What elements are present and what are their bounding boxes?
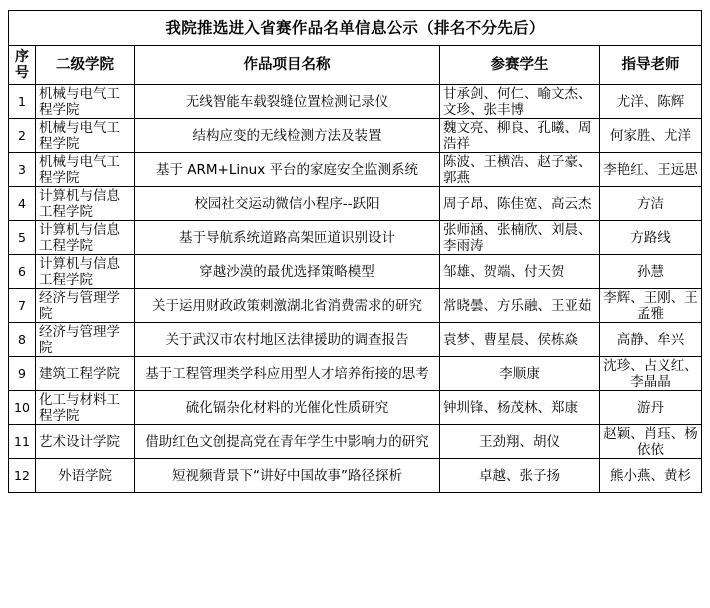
nomination-table — [8, 10, 702, 493]
row-college: 计算机与信息工程学院 — [36, 187, 135, 221]
row-college: 经济与管理学院 — [36, 323, 135, 357]
row-students: 张师涵、张楠欣、刘晨、李雨涛 — [440, 221, 600, 255]
row-project: 基于导航系统道路高架匝道识别设计 — [135, 221, 440, 255]
row-project: 穿越沙漠的最优选择策略模型 — [135, 255, 440, 289]
table-row — [9, 323, 702, 357]
row-college: 外语学院 — [36, 459, 135, 493]
row-project: 短视频背景下“讲好中国故事”路径探析 — [135, 459, 440, 493]
row-advisors: 游丹 — [600, 391, 702, 425]
row-students: 周子昂、陈佳宽、高云杰 — [440, 187, 600, 221]
row-number: 8 — [9, 323, 36, 357]
row-college: 艺术设计学院 — [36, 425, 135, 459]
row-advisors: 沈珍、占义红、李晶晶 — [600, 357, 702, 391]
table-body — [9, 85, 702, 493]
table-row — [9, 357, 702, 391]
disclosure-sheet — [8, 10, 701, 493]
row-advisors: 李辉、王刚、王孟雅 — [600, 289, 702, 323]
header-students: 参赛学生 — [440, 46, 600, 85]
header-project: 作品项目名称 — [135, 46, 440, 85]
row-students: 邹雄、贺端、付天贺 — [440, 255, 600, 289]
header-college: 二级学院 — [36, 46, 135, 85]
row-college: 经济与管理学院 — [36, 289, 135, 323]
row-college: 化工与材料工程学院 — [36, 391, 135, 425]
row-college: 计算机与信息工程学院 — [36, 221, 135, 255]
row-students: 魏文亮、柳良、孔曦、周浩祥 — [440, 119, 600, 153]
table-title: 我院推选进入省赛作品名单信息公示（排名不分先后） — [9, 11, 702, 46]
table-row — [9, 255, 702, 289]
row-advisors: 何家胜、尤洋 — [600, 119, 702, 153]
table-row — [9, 391, 702, 425]
row-project: 硫化镉杂化材料的光催化性质研究 — [135, 391, 440, 425]
row-project: 无线智能车载裂缝位置检测记录仪 — [135, 85, 440, 119]
table-row — [9, 153, 702, 187]
row-advisors: 孙慧 — [600, 255, 702, 289]
row-number: 3 — [9, 153, 36, 187]
table-row — [9, 459, 702, 493]
row-advisors: 高静、牟兴 — [600, 323, 702, 357]
table-row — [9, 221, 702, 255]
table-row — [9, 119, 702, 153]
row-number: 9 — [9, 357, 36, 391]
row-advisors: 方路线 — [600, 221, 702, 255]
row-college: 机械与电气工程学院 — [36, 85, 135, 119]
row-number: 1 — [9, 85, 36, 119]
row-number: 12 — [9, 459, 36, 493]
row-number: 5 — [9, 221, 36, 255]
row-students: 卓越、张子扬 — [440, 459, 600, 493]
row-number: 4 — [9, 187, 36, 221]
row-project: 借助红色文创提高党在青年学生中影响力的研究 — [135, 425, 440, 459]
row-advisors: 方洁 — [600, 187, 702, 221]
row-advisors: 李艳红、王远思 — [600, 153, 702, 187]
row-students: 甘承剑、何仁、喻文杰、文珍、张丰博 — [440, 85, 600, 119]
row-project: 关于运用财政政策刺激湖北省消费需求的研究 — [135, 289, 440, 323]
row-students: 李顺康 — [440, 357, 600, 391]
row-college: 机械与电气工程学院 — [36, 153, 135, 187]
row-project: 关于武汉市农村地区法律援助的调查报告 — [135, 323, 440, 357]
row-number: 2 — [9, 119, 36, 153]
header-advisors: 指导老师 — [600, 46, 702, 85]
header-seq: 序号 — [9, 46, 36, 85]
row-advisors: 熊小燕、黄杉 — [600, 459, 702, 493]
table-row — [9, 289, 702, 323]
row-number: 6 — [9, 255, 36, 289]
table-row — [9, 85, 702, 119]
row-college: 建筑工程学院 — [36, 357, 135, 391]
row-students: 陈波、王横浩、赵子豪、郭燕 — [440, 153, 600, 187]
row-college: 计算机与信息工程学院 — [36, 255, 135, 289]
row-students: 钟圳锋、杨茂林、郑康 — [440, 391, 600, 425]
row-project: 基于 ARM+Linux 平台的家庭安全监测系统 — [135, 153, 440, 187]
row-project: 结构应变的无线检测方法及装置 — [135, 119, 440, 153]
row-advisors: 尤洋、陈辉 — [600, 85, 702, 119]
row-project: 校园社交运动微信小程序--跃阳 — [135, 187, 440, 221]
row-advisors: 赵颖、肖珏、杨依依 — [600, 425, 702, 459]
row-project: 基于工程管理类学科应用型人才培养衔接的思考 — [135, 357, 440, 391]
table-row — [9, 187, 702, 221]
row-college: 机械与电气工程学院 — [36, 119, 135, 153]
row-number: 11 — [9, 425, 36, 459]
header-row — [9, 46, 702, 85]
row-students: 常晓曇、方乐融、王亚茹 — [440, 289, 600, 323]
row-students: 袁梦、曹星晨、侯栋焱 — [440, 323, 600, 357]
row-students: 王劲翔、胡仪 — [440, 425, 600, 459]
row-number: 10 — [9, 391, 36, 425]
row-number: 7 — [9, 289, 36, 323]
table-row — [9, 425, 702, 459]
